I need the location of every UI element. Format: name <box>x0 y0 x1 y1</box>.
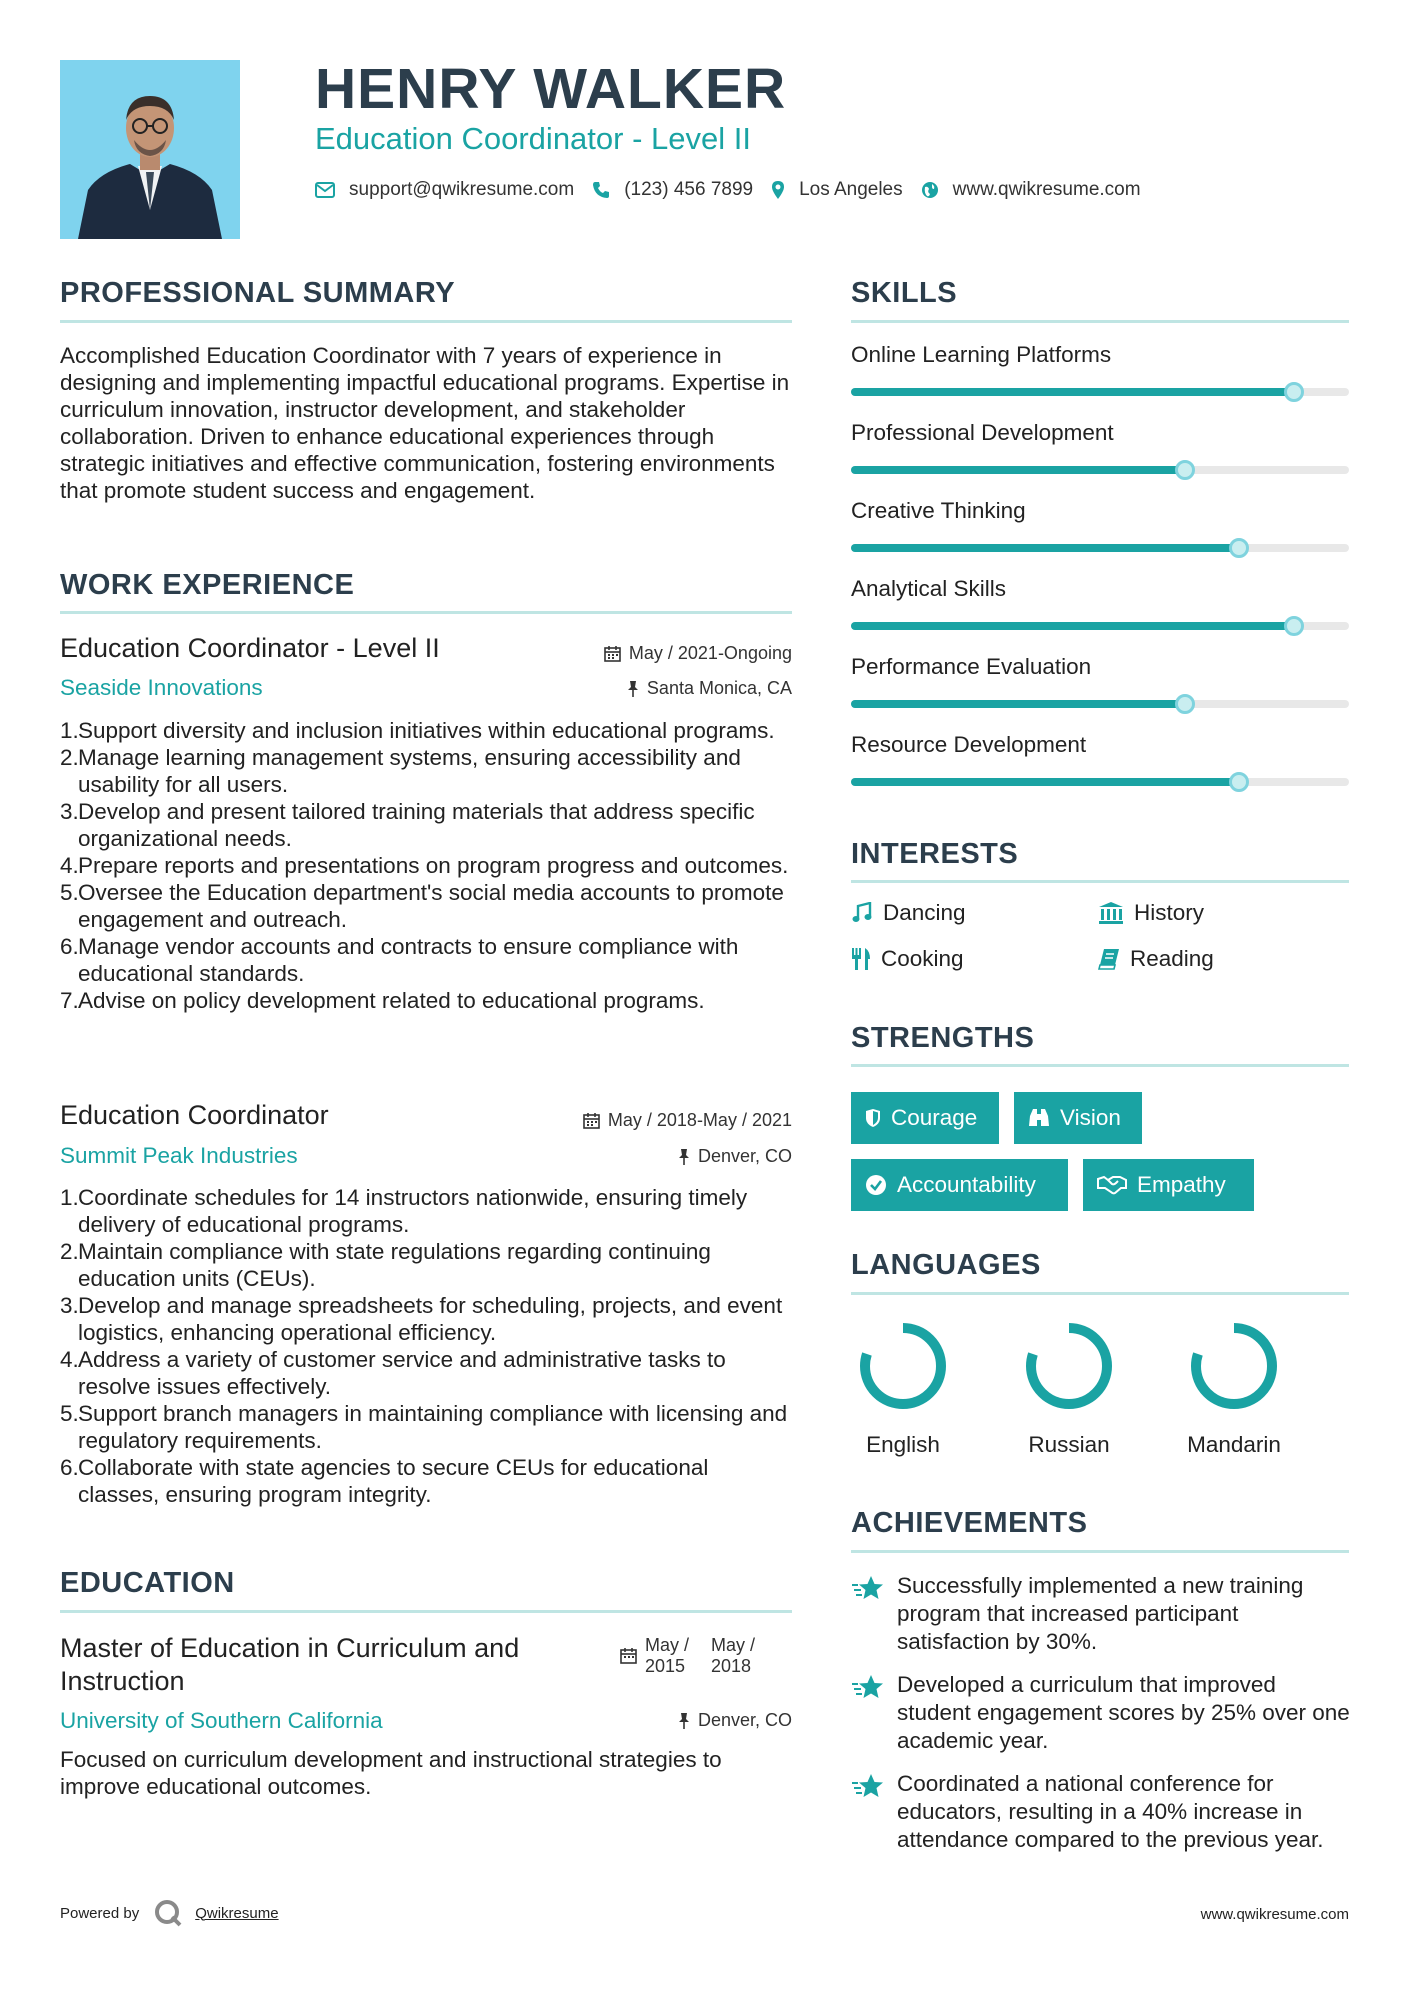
section-title-skills: SKILLS <box>851 277 958 309</box>
skill-bar <box>851 700 1349 708</box>
section-divider <box>851 880 1349 883</box>
music-icon <box>851 902 873 924</box>
pushpin-icon <box>678 1148 690 1166</box>
job-dates-text: May / 2018-May / 2021 <box>607 1110 792 1130</box>
pushpin-icon <box>678 1712 690 1730</box>
language-label: Russian <box>1028 1432 1110 1457</box>
skill-label: Performance Evaluation <box>851 654 1092 679</box>
list-item: 1. Coordinate schedules for 14 instructors nationwide, ensuring timely delivery of educational programs. <box>60 1185 748 1237</box>
section-divider <box>851 1292 1349 1295</box>
qwikresume-logo-icon <box>153 1898 183 1928</box>
section-title-interests: INTERESTS <box>851 838 1019 870</box>
language-label: Mandarin <box>1187 1432 1281 1457</box>
job-location <box>627 678 792 699</box>
calendar-icon <box>604 645 621 662</box>
utensils-icon <box>851 947 871 971</box>
footer-website[interactable]: www.qwikresume.com <box>1200 1906 1349 1923</box>
contact-email-text: support@qwikresume.com <box>349 179 575 200</box>
education-start: May / 2015 <box>645 1635 690 1676</box>
calendar-icon <box>583 1112 600 1129</box>
section-title-achievements: ACHIEVEMENTS <box>851 1507 1088 1539</box>
contact-website[interactable] <box>921 179 1141 201</box>
contact-phone[interactable] <box>592 179 753 201</box>
footer-brand-link[interactable]: Qwikresume <box>195 1904 279 1922</box>
check-circle-icon <box>865 1174 887 1196</box>
list-item: 6. Collaborate with state agencies to secure CEUs for educational classes, ensuring program integrity. <box>60 1455 709 1507</box>
skill-label: Resource Development <box>851 732 1087 757</box>
skill-label: Professional Development <box>851 420 1114 445</box>
skill-label: Creative Thinking <box>851 498 1026 523</box>
skill-bar-fill <box>851 778 1239 786</box>
list-item: 4. Address a variety of customer service and administrative tasks to resolve issues effectively. <box>60 1347 726 1399</box>
strength-badge: Courage <box>851 1092 999 1144</box>
job-location <box>678 1146 792 1167</box>
job-dates <box>583 1110 792 1131</box>
section-divider <box>851 1064 1349 1067</box>
binoculars-icon <box>1028 1108 1050 1128</box>
skill-bar <box>851 622 1349 630</box>
section-title-education: EDUCATION <box>60 1567 235 1599</box>
language-ring <box>857 1320 949 1417</box>
section-divider <box>60 611 792 614</box>
list-item: 2. Maintain compliance with state regulations regarding continuing education units (CEUs). <box>60 1239 711 1291</box>
person-portrait-icon <box>60 60 240 239</box>
list-item: 3. Develop and manage spreadsheets for scheduling, projects, and event logistics, enhancing operational efficiency. <box>60 1293 783 1345</box>
shield-icon <box>865 1108 881 1128</box>
section-divider <box>851 320 1349 323</box>
skill-bar <box>851 778 1349 786</box>
contact-location <box>771 179 903 201</box>
list-item: 6. Manage vendor accounts and contracts to ensure compliance with educational standards. <box>60 934 739 986</box>
education-end: May / 2018 <box>711 1635 756 1676</box>
education-location <box>678 1710 792 1731</box>
summary-text: Accomplished Education Coordinator with 7 years of experience in designing and implementing impactful educational programs. Expertise in curriculum innovation, instructor development, and stakeholder collaboration. Driven to enhance educational experiences through strategic initiatives and effective communication, fostering environments that promote student success and engagement. <box>60 343 790 503</box>
job-duties-list <box>60 1184 795 1508</box>
interest-item: History <box>1098 900 1204 926</box>
skill-label: Analytical Skills <box>851 576 1007 601</box>
company-name: Summit Peak Industries <box>60 1143 298 1168</box>
star-icon <box>851 1772 885 1800</box>
job-location-text: Santa Monica, CA <box>646 678 792 698</box>
globe-icon <box>921 181 939 199</box>
skill-bar-fill <box>851 622 1294 630</box>
section-title-experience: WORK EXPERIENCE <box>60 569 355 601</box>
handshake-icon <box>1097 1175 1127 1195</box>
skill-bar-knob <box>1175 460 1195 480</box>
interest-item: Reading <box>1098 946 1214 972</box>
company-name: Seaside Innovations <box>60 675 263 700</box>
job-title: Education Coordinator <box>60 1100 329 1130</box>
language-ring <box>1188 1320 1280 1417</box>
achievement-item: Coordinated a national conference for educators, resulting in a 40% increase in attendance compared to the previous year. <box>851 1770 1351 1854</box>
skill-bar <box>851 388 1349 396</box>
star-icon <box>851 1673 885 1701</box>
calendar-icon <box>620 1647 637 1664</box>
achievement-item: Successfully implemented a new training program that increased participant satisfaction by 30%. <box>851 1572 1351 1656</box>
job-dates <box>604 643 792 664</box>
section-divider <box>851 1550 1349 1553</box>
section-divider <box>60 320 792 323</box>
phone-icon <box>592 181 610 199</box>
skill-bar-knob <box>1284 616 1304 636</box>
degree-title: Master of Education in Curriculum and Instruction <box>60 1633 520 1696</box>
list-item: 5. Oversee the Education department's social media accounts to promote engagement and outreach. <box>60 880 784 932</box>
list-item: 7. Advise on policy development related to educational programs. <box>60 988 705 1013</box>
job-title: Education Coordinator - Level II <box>60 633 440 663</box>
achievement-item: Developed a curriculum that improved student engagement scores by 25% over one academic year. <box>851 1671 1351 1755</box>
skill-bar-knob <box>1175 694 1195 714</box>
museum-icon <box>1098 901 1124 925</box>
skill-bar-knob <box>1229 538 1249 558</box>
skill-bar-fill <box>851 388 1294 396</box>
candidate-role: Education Coordinator - Level II <box>315 121 751 156</box>
interest-item: Dancing <box>851 900 966 926</box>
skill-label: Online Learning Platforms <box>851 342 1112 367</box>
strength-badge: Vision <box>1014 1092 1142 1144</box>
list-item: 5. Support branch managers in maintaining compliance with licensing and regulatory requirements. <box>60 1401 788 1453</box>
interest-item: Cooking <box>851 946 964 972</box>
contact-location-text: Los Angeles <box>799 179 903 200</box>
skill-bar <box>851 466 1349 474</box>
job-location-text: Denver, CO <box>697 1146 792 1166</box>
section-title-summary: PROFESSIONAL SUMMARY <box>60 277 456 309</box>
profile-photo <box>60 60 240 239</box>
contact-row <box>315 179 1159 201</box>
school-name: University of Southern California <box>60 1708 383 1733</box>
strength-badge: Empathy <box>1083 1159 1254 1211</box>
education-location-text: Denver, CO <box>697 1710 792 1730</box>
contact-email[interactable] <box>315 179 574 201</box>
section-title-strengths: STRENGTHS <box>851 1022 1035 1054</box>
list-item: 3. Develop and present tailored training materials that address specific organizational needs. <box>60 799 755 851</box>
skill-bar-fill <box>851 700 1185 708</box>
section-divider <box>60 1610 792 1613</box>
contact-website-text: www.qwikresume.com <box>952 179 1141 200</box>
section-title-languages: LANGUAGES <box>851 1249 1041 1281</box>
skill-bar-fill <box>851 466 1185 474</box>
pushpin-icon <box>627 680 639 698</box>
footer-powered-by: Powered by Qwikresume <box>60 1898 279 1928</box>
map-pin-icon <box>771 180 785 200</box>
list-item: 2. Manage learning management systems, ensuring accessibility and usability for all users. <box>60 745 741 797</box>
list-item: 1. Support diversity and inclusion initiatives within educational programs. <box>60 718 775 743</box>
star-icon <box>851 1574 885 1602</box>
skill-bar-knob <box>1229 772 1249 792</box>
education-dates <box>620 1635 777 1677</box>
skill-bar-knob <box>1284 382 1304 402</box>
list-item: 4. Prepare reports and presentations on program progress and outcomes. <box>60 853 789 878</box>
candidate-name: HENRY WALKER <box>315 57 787 121</box>
envelope-icon <box>315 182 335 198</box>
strength-badge: Accountability <box>851 1159 1068 1211</box>
job-duties-list <box>60 717 795 1014</box>
language-ring <box>1023 1320 1115 1417</box>
skill-bar <box>851 544 1349 552</box>
language-label: English <box>866 1432 940 1457</box>
job-dates-text: May / 2021-Ongoing <box>628 643 792 663</box>
book-icon <box>1098 948 1120 970</box>
skill-bar-fill <box>851 544 1239 552</box>
contact-phone-text: (123) 456 7899 <box>624 179 754 200</box>
education-description: Focused on curriculum development and instructional strategies to improve educational outcomes. <box>60 1747 722 1799</box>
